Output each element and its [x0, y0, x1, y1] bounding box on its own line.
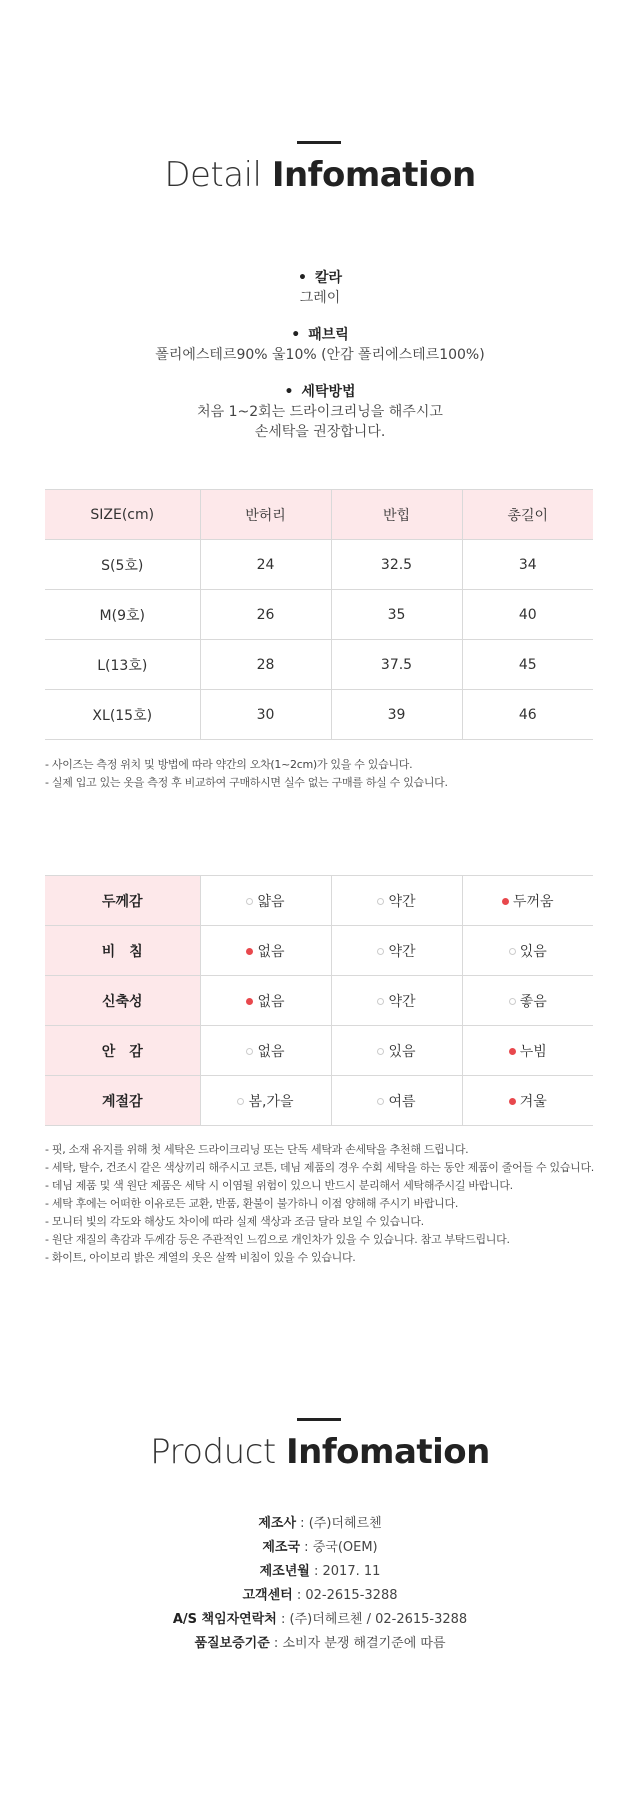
row-header: 비 침 [45, 926, 200, 976]
info-value: 2017. 11 [322, 1564, 381, 1579]
product-info-list [0, 1512, 640, 1656]
radio-dot-icon [509, 998, 516, 1005]
option-cell [462, 976, 593, 1026]
feel-row-stretch [45, 976, 593, 1026]
product-info-row: 제조년월 : 2017. 11 [259, 1564, 381, 1579]
option-label: 봄,가을 [248, 1093, 294, 1110]
table-cell: XL(15호) [45, 690, 200, 740]
row-header: 안 감 [45, 1026, 200, 1076]
option-cell [462, 926, 593, 976]
info-value: 02-2615-3288 [305, 1588, 398, 1603]
info-key: 제조국 [262, 1540, 301, 1555]
radio-dot-icon [246, 998, 253, 1005]
fabric-feel-table [45, 875, 593, 1126]
table-cell: 37.5 [331, 640, 462, 690]
radio-dot-icon [377, 898, 384, 905]
option-cell [200, 976, 331, 1026]
detail-item-label: • 칼라 [0, 268, 640, 288]
info-key: 품질보증기준 [194, 1636, 270, 1651]
note-line: - 화이트, 아이보리 밝은 계열의 옷은 살짝 비침이 있을 수 있습니다. [45, 1251, 356, 1264]
table-cell: 26 [200, 590, 331, 640]
product-info-row: 제조국 : 중국(OEM) [262, 1540, 378, 1555]
option-label: 좋음 [519, 993, 547, 1010]
option-cell [200, 876, 331, 926]
size-table [45, 489, 593, 740]
radio-dot-icon [246, 898, 253, 905]
product-info-row: 고객센터 : 02-2615-3288 [242, 1588, 398, 1603]
title-divider [297, 1418, 341, 1421]
table-cell: S(5호) [45, 540, 200, 590]
radio-dot-icon [246, 948, 253, 955]
table-cell: 39 [331, 690, 462, 740]
size-notes [45, 756, 605, 792]
option-cell [331, 976, 462, 1026]
option-label: 얇음 [257, 893, 285, 910]
table-cell: 30 [200, 690, 331, 740]
column-header: 반허리 [200, 490, 331, 540]
table-cell: 32.5 [331, 540, 462, 590]
info-key: 고객센터 [242, 1588, 293, 1603]
detail-item-value: 폴리에스테르90% 울10% (안감 폴리에스테르100%) [155, 347, 485, 363]
table-row [45, 540, 593, 590]
option-label: 약간 [388, 993, 416, 1010]
detail-item-label: • 패브릭 [0, 325, 640, 345]
option-label: 있음 [388, 1043, 416, 1060]
care-notes [45, 1141, 605, 1267]
product-info-row: 제조사 : (주)더헤르첸 [258, 1516, 382, 1531]
note-line: - 세탁 후에는 어떠한 이유로든 교환, 반품, 환불이 불가하니 이점 양해해 주시기 바랍니다. [45, 1197, 459, 1210]
option-label: 여름 [388, 1093, 416, 1110]
note-line: - 핏, 소재 유지를 위해 첫 세탁은 드라이크리닝 또는 단독 세탁과 손세탁을 추천해 드립니다. [45, 1143, 469, 1156]
radio-dot-icon [509, 1048, 516, 1055]
note-line: - 세탁, 탈수, 건조시 같은 색상끼리 해주시고 코튼, 데님 제품의 경우 수회 세탁을 하는 동안 제품이 줄어들 수 있습니다. [45, 1161, 594, 1174]
table-cell: L(13호) [45, 640, 200, 690]
product-info-row: 품질보증기준 : 소비자 분쟁 해결기준에 따름 [194, 1636, 446, 1651]
info-value: 중국(OEM) [312, 1540, 378, 1555]
detail-title-bold: Infomation [271, 155, 476, 195]
table-cell: 35 [331, 590, 462, 640]
product-info-row: A/S 책임자연락처 : (주)더헤르첸 / 02-2615-3288 [172, 1612, 468, 1627]
option-cell [462, 1076, 593, 1126]
info-key: A/S 책임자연락처 [172, 1612, 277, 1627]
option-label: 약간 [388, 893, 416, 910]
info-key: 제조사 [258, 1516, 297, 1531]
detail-item-label: • 세탁방법 [0, 382, 640, 402]
detail-item-value: 처음 1~2회는 드라이크리닝을 해주시고 [197, 404, 443, 420]
option-cell [331, 1076, 462, 1126]
detail-item-value: 그레이 [299, 290, 341, 306]
option-label: 없음 [257, 1043, 285, 1060]
note-line: - 실제 입고 있는 옷을 측정 후 비교하여 구매하시면 실수 없는 구매를 하실 수 있습니다. [45, 776, 448, 789]
radio-dot-icon [377, 1048, 384, 1055]
title-divider [297, 141, 341, 144]
radio-dot-icon [509, 948, 516, 955]
column-header: 총길이 [462, 490, 593, 540]
table-cell: 28 [200, 640, 331, 690]
option-label: 약간 [388, 943, 416, 960]
table-cell: 34 [462, 540, 593, 590]
detail-item-fabric [0, 325, 640, 365]
radio-dot-icon [502, 898, 509, 905]
table-cell: 46 [462, 690, 593, 740]
detail-item-color [0, 268, 640, 308]
table-cell: 45 [462, 640, 593, 690]
note-line: - 모니터 빛의 각도와 해상도 차이에 따라 실제 색상과 조금 달라 보일 수 있습니다. [45, 1215, 424, 1228]
row-header: 신축성 [45, 976, 200, 1026]
table-row [45, 590, 593, 640]
option-label: 있음 [519, 943, 547, 960]
row-header: 계절감 [45, 1076, 200, 1126]
product-title-bold: Infomation [286, 1432, 490, 1472]
option-cell [200, 926, 331, 976]
table-row [45, 640, 593, 690]
detail-item-value: 손세탁을 권장합니다. [254, 424, 386, 440]
column-header: 반힙 [331, 490, 462, 540]
size-table-header [45, 490, 593, 540]
row-header: 두께감 [45, 876, 200, 926]
option-label: 없음 [257, 943, 285, 960]
table-row [45, 690, 593, 740]
option-cell [462, 1026, 593, 1076]
option-cell [331, 876, 462, 926]
note-line: - 사이즈는 측정 위치 및 방법에 따라 약간의 오차(1~2cm)가 있을 수 있습니다. [45, 758, 413, 771]
option-label: 겨울 [519, 1093, 547, 1110]
detail-title [0, 155, 640, 195]
radio-dot-icon [377, 1098, 384, 1105]
radio-dot-icon [246, 1048, 253, 1055]
column-header: SIZE(cm) [45, 490, 200, 540]
option-cell [331, 926, 462, 976]
detail-item-washing [0, 382, 640, 442]
radio-dot-icon [509, 1098, 516, 1105]
feel-row-season [45, 1076, 593, 1126]
info-value: (주)더헤르첸 / 02-2615-3288 [289, 1612, 468, 1627]
table-cell: 40 [462, 590, 593, 640]
product-title [0, 1432, 640, 1472]
info-value: 소비자 분쟁 해결기준에 따름 [282, 1636, 446, 1651]
option-label: 두꺼움 [512, 893, 554, 910]
feel-row-lining [45, 1026, 593, 1076]
option-cell [462, 876, 593, 926]
option-label: 누빔 [519, 1043, 547, 1060]
radio-dot-icon [377, 948, 384, 955]
option-cell [200, 1026, 331, 1076]
note-line: - 원단 재질의 촉감과 두께감 등은 주관적인 느낌으로 개인차가 있을 수 있습니다. 참고 부탁드립니다. [45, 1233, 510, 1246]
info-value: (주)더헤르첸 [308, 1516, 382, 1531]
radio-dot-icon [237, 1098, 244, 1105]
feel-row-thickness [45, 876, 593, 926]
option-label: 없음 [257, 993, 285, 1010]
detail-title-light: Detail [164, 155, 262, 195]
info-key: 제조년월 [259, 1564, 310, 1579]
feel-row-sheerness [45, 926, 593, 976]
option-cell [200, 1076, 331, 1126]
table-cell: 24 [200, 540, 331, 590]
radio-dot-icon [377, 998, 384, 1005]
option-cell [331, 1026, 462, 1076]
note-line: - 데님 제품 및 색 원단 제품은 세탁 시 이염될 위험이 있으니 반드시 분리해서 세탁해주시길 바랍니다. [45, 1179, 513, 1192]
table-cell: M(9호) [45, 590, 200, 640]
product-title-light: Product [150, 1432, 276, 1472]
